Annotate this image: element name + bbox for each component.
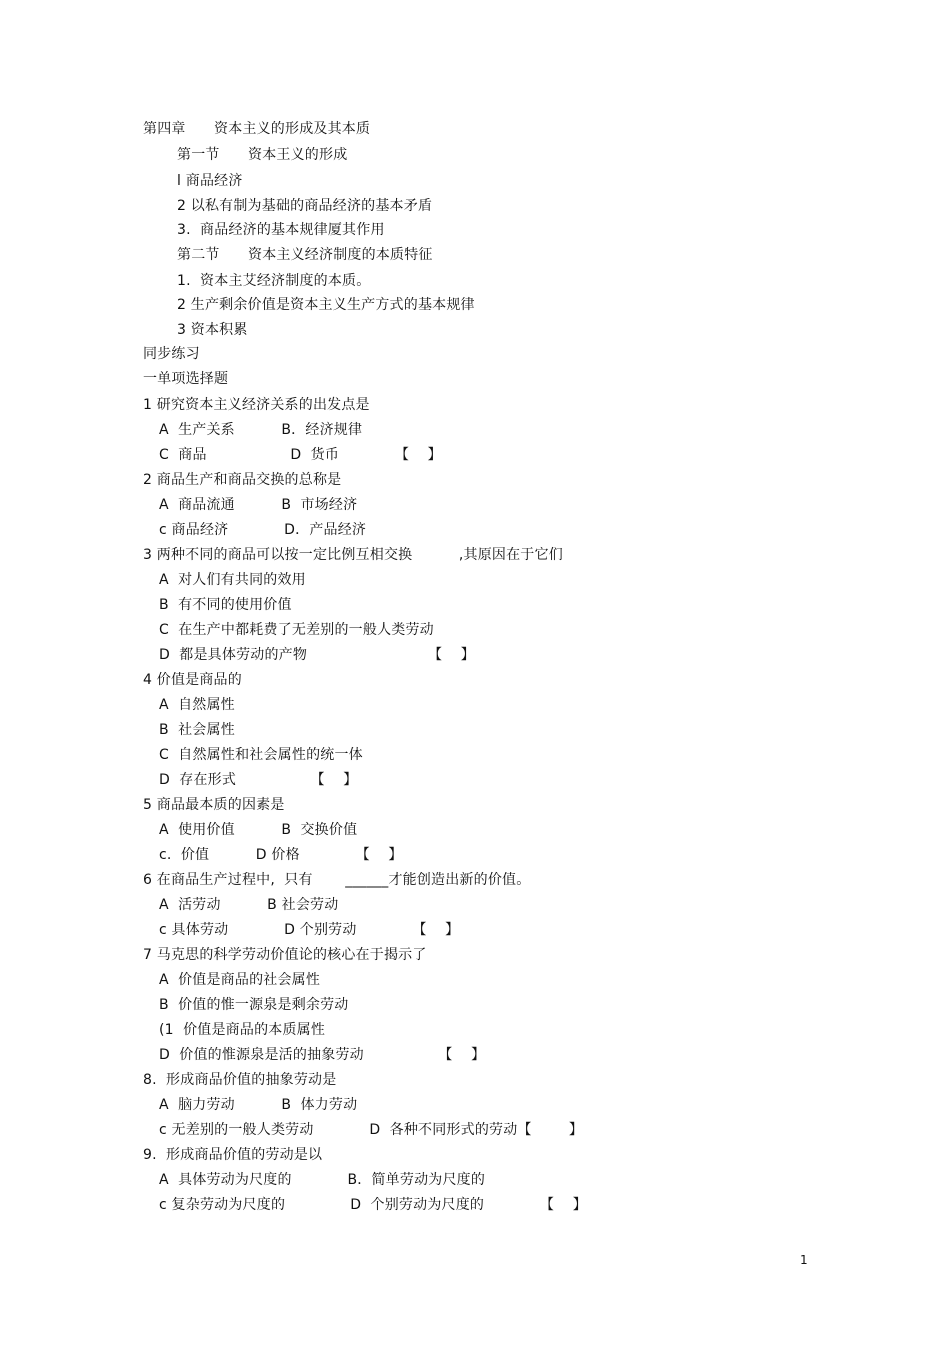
question-option: C 在生产中都耗费了无差别的一般人类劳动 (159, 622, 434, 638)
question-option: A 活劳动 B 社会劳动 (159, 897, 339, 913)
question-stem: 4 价值是商品的 (143, 672, 242, 688)
question-option: D 价值的惟源泉是活的抽象劳动 【 】 (159, 1047, 486, 1063)
question-stem: 6 在商品生产过程中, 只有 ______才能创造出新的价值。 (143, 872, 531, 888)
question-option: C 商品 D 货币 【 】 (159, 447, 442, 463)
outline-item: 2 以私有制为基础的商品经济的基本矛盾 (177, 198, 433, 214)
question-option: A 使用价值 B 交换价值 (159, 822, 358, 838)
question-stem: 5 商品最本质的因素是 (143, 797, 285, 813)
question-option: c 商品经济 D．产品经济 (159, 522, 367, 538)
question-stem: 7 马克思的科学劳动价值论的核心在于揭示了 (143, 947, 427, 963)
question-option: A 自然属性 (159, 697, 235, 713)
question-option: D 都是具体劳动的产物 【 】 (159, 647, 475, 663)
question-stem: 9. 形成商品价值的劳动是以 (143, 1147, 323, 1163)
question-option: A 具体劳动为尺度的 B．简单劳动为尺度的 (159, 1172, 486, 1188)
question-option: A 商品流通 B 市场经济 (159, 497, 358, 513)
question-option: D 存在形式 【 】 (159, 772, 358, 788)
outline-item: 1. 资本主艾经济制度的本质。 (177, 273, 371, 289)
question-option: A 价值是商品的社会属性 (159, 972, 321, 988)
outline-item: 3. 商品经济的基本规律厦其作用 (177, 222, 385, 238)
outline-item: l 商品经济 (177, 173, 243, 189)
question-type: 一单项选择题 (143, 371, 229, 387)
page-number: 1 (800, 1253, 808, 1267)
question-option: A 对人们有共同的效用 (159, 572, 306, 588)
outline-item: 2 生产剩余价值是资本主义生产方式的基本规律 (177, 297, 475, 313)
question-option: C 自然属性和社会属性的统一体 (159, 747, 363, 763)
chapter-title: 第四章 资本主义的形成及其本质 (143, 121, 371, 137)
question-option: B 价值的惟一源泉是剩余劳动 (159, 997, 349, 1013)
question-option: c 具体劳动 D 个别劳动 【 】 (159, 922, 460, 938)
question-option: B 有不同的使用价值 (159, 597, 292, 613)
section-heading: 第二节 资本主义经济制度的本质特征 (177, 247, 433, 263)
question-option: A 生产关系 B．经济规律 (159, 422, 363, 438)
question-stem: 1 研究资本主义经济关系的出发点是 (143, 397, 370, 413)
question-stem: 8. 形成商品价值的抽象劳动是 (143, 1072, 337, 1088)
section-heading: 第一节 资本王义的形成 (177, 147, 348, 163)
question-option: B 社会属性 (159, 722, 235, 738)
question-stem: 2 商品生产和商品交换的总称是 (143, 472, 342, 488)
practice-title: 同步练习 (143, 346, 200, 362)
question-option: (1 价值是商品的本质属性 (159, 1022, 326, 1038)
question-stem: 3 两种不同的商品可以按一定比例互相交换 ,其原因在于它们 (143, 547, 563, 563)
question-option: A 脑力劳动 B 体力劳动 (159, 1097, 358, 1113)
question-option: c 无差别的一般人类劳动 D 各种不同形式的劳动【 】 (159, 1122, 584, 1138)
question-option: c 复杂劳动为尺度的 D 个别劳动为尺度的 【 】 (159, 1197, 587, 1213)
outline-item: 3 资本积累 (177, 322, 248, 338)
question-option: c. 价值 D 价格 【 】 (159, 847, 403, 863)
